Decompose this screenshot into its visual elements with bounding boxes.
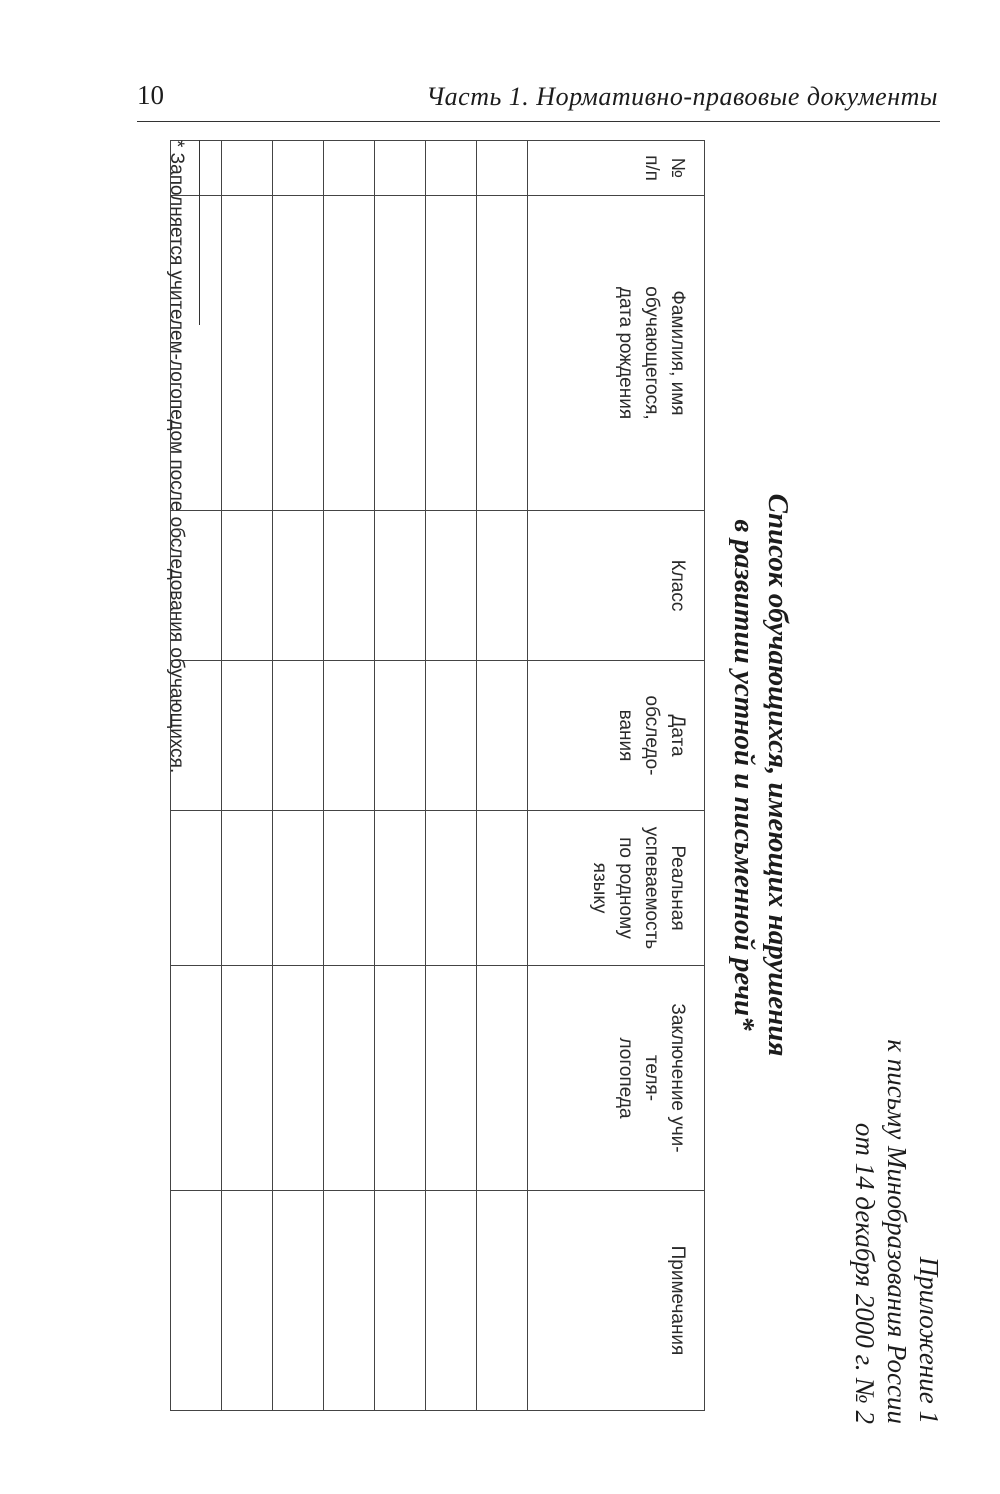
column-header-name — [528, 196, 705, 511]
column-header-line: вания — [615, 709, 636, 762]
column-header-line: Дата — [667, 714, 688, 757]
column-header-line: Класс — [667, 559, 688, 612]
footnote-rule — [199, 140, 200, 325]
column-header-number — [528, 141, 705, 196]
column-header-line: обследо- — [641, 695, 662, 776]
column-header-line: Реальная — [667, 845, 688, 931]
students-table — [170, 140, 705, 1411]
footnote: * Заполняется учителем-логопедом после обследования обучающихся. — [166, 140, 187, 774]
table-row — [222, 141, 273, 1411]
column-header-line: обучающегося, — [641, 286, 662, 420]
appendix-line-3: от 14 декабря 2000 г. № 2 — [850, 1122, 880, 1424]
table-row — [477, 141, 528, 1411]
title-line-1: Список обучающихся, имеющих нарушения — [762, 493, 794, 1057]
column-header-line: теля- — [641, 1054, 662, 1102]
column-header-line: п/п — [641, 155, 662, 181]
column-header-class — [528, 511, 705, 661]
table-row — [273, 141, 324, 1411]
column-header-line: Заключение учи- — [667, 1003, 688, 1153]
table-header-row — [528, 141, 705, 1411]
column-header-line: логопеда — [615, 1037, 636, 1119]
table-row — [426, 141, 477, 1411]
column-header-line: дата рождения — [615, 286, 636, 420]
appendix-reference — [849, 1039, 945, 1424]
column-header-line: № — [667, 157, 688, 179]
title-line-2: в развитии устной и письменной речи* — [728, 519, 760, 1031]
column-header-line: Примечания — [667, 1245, 688, 1356]
table-row — [324, 141, 375, 1411]
header-rule — [137, 121, 940, 122]
column-header-notes — [528, 1191, 705, 1411]
appendix-line-2: к письму Минобразования России — [882, 1039, 912, 1424]
table-row — [375, 141, 426, 1411]
document-title — [727, 140, 795, 1410]
column-header-line: Фамилия, имя — [667, 290, 688, 416]
column-header-line: языку — [589, 862, 610, 914]
rotated-content — [125, 140, 955, 1440]
column-header-conclusion — [528, 966, 705, 1191]
appendix-line-1: Приложение 1 — [914, 1256, 944, 1424]
column-header-exam-date — [528, 661, 705, 811]
running-title: Часть 1. Нормативно-правовые документы — [426, 82, 938, 111]
page-number: 10 — [137, 80, 164, 110]
column-header-performance — [528, 811, 705, 966]
column-header-line: успеваемость — [641, 826, 662, 950]
column-header-line: по родному — [615, 837, 636, 939]
